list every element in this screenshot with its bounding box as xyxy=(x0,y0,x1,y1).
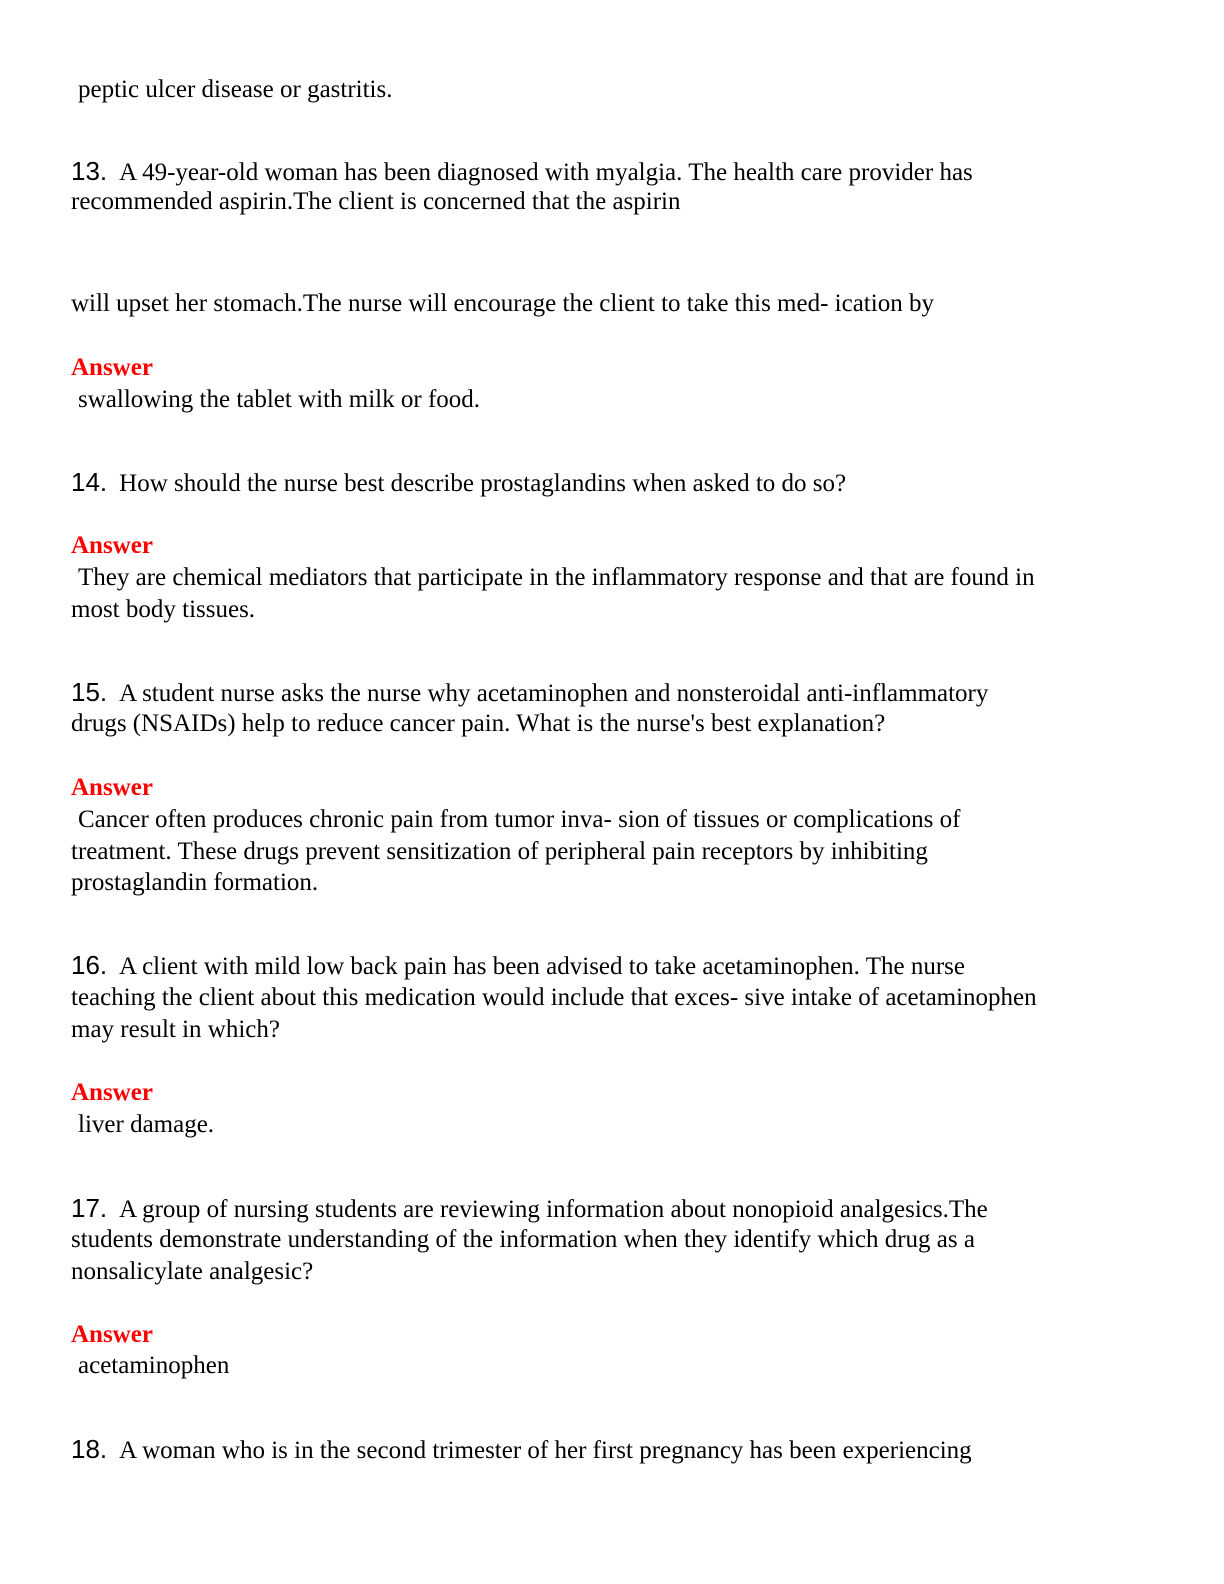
question-18-line-1: 18. A woman who is in the second trimester of her first pregnancy has been experiencing xyxy=(71,1434,972,1464)
answer-17-line-1: acetaminophen xyxy=(78,1352,230,1379)
question-13-line-2: recommended aspirin.The client is concerned that the aspirin xyxy=(71,188,681,215)
answer-label: Answer xyxy=(71,354,153,381)
question-number: 17. xyxy=(71,1193,108,1223)
answer-13-line-1: swallowing the tablet with milk or food. xyxy=(78,386,481,413)
question-17-line-3: nonsalicylate analgesic? xyxy=(71,1258,314,1285)
answer-14-line-1: They are chemical mediators that participate in the inflammatory response and that are found in xyxy=(78,564,1035,591)
answer-label: Answer xyxy=(71,532,153,559)
answer-label: Answer xyxy=(71,1079,153,1106)
question-13-line-3: will upset her stomach.The nurse will encourage the client to take this med- ication by xyxy=(71,290,934,317)
question-15-line-2: drugs (NSAIDs) help to reduce cancer pain. What is the nurse's best explanation? xyxy=(71,710,886,737)
answer-label: Answer xyxy=(71,1321,153,1348)
intro-text: peptic ulcer disease or gastritis. xyxy=(78,76,393,103)
question-17-line-1: 17. A group of nursing students are reviewing information about nonopioid analgesics.The xyxy=(71,1193,988,1223)
answer-15-line-2: treatment. These drugs prevent sensitization of peripheral pain receptors by inhibiting xyxy=(71,838,928,865)
question-13-line-1: 13. A 49-year-old woman has been diagnosed with myalgia. The health care provider has xyxy=(71,156,973,186)
question-number: 18. xyxy=(71,1434,108,1464)
question-14-line-1: 14. How should the nurse best describe prostaglandins when asked to do so? xyxy=(71,467,847,497)
question-number: 15. xyxy=(71,677,108,707)
answer-14-line-2: most body tissues. xyxy=(71,596,256,623)
answer-15-line-1: Cancer often produces chronic pain from tumor inva- sion of tissues or complications of xyxy=(78,806,961,833)
question-number: 14. xyxy=(71,467,108,497)
question-16-line-1: 16. A client with mild low back pain has been advised to take acetaminophen. The nurse xyxy=(71,950,965,980)
answer-16-line-1: liver damage. xyxy=(78,1111,215,1138)
question-15-line-1: 15. A student nurse asks the nurse why acetaminophen and nonsteroidal anti-inflammatory xyxy=(71,677,989,707)
question-number: 13. xyxy=(71,156,108,186)
question-number: 16. xyxy=(71,950,108,980)
question-17-line-2: students demonstrate understanding of the information when they identify which drug as a xyxy=(71,1226,975,1253)
question-16-line-3: may result in which? xyxy=(71,1016,280,1043)
question-16-line-2: teaching the client about this medication would include that exces- sive intake of acetaminophen xyxy=(71,984,1037,1011)
answer-15-line-3: prostaglandin formation. xyxy=(71,869,319,896)
answer-label: Answer xyxy=(71,774,153,801)
